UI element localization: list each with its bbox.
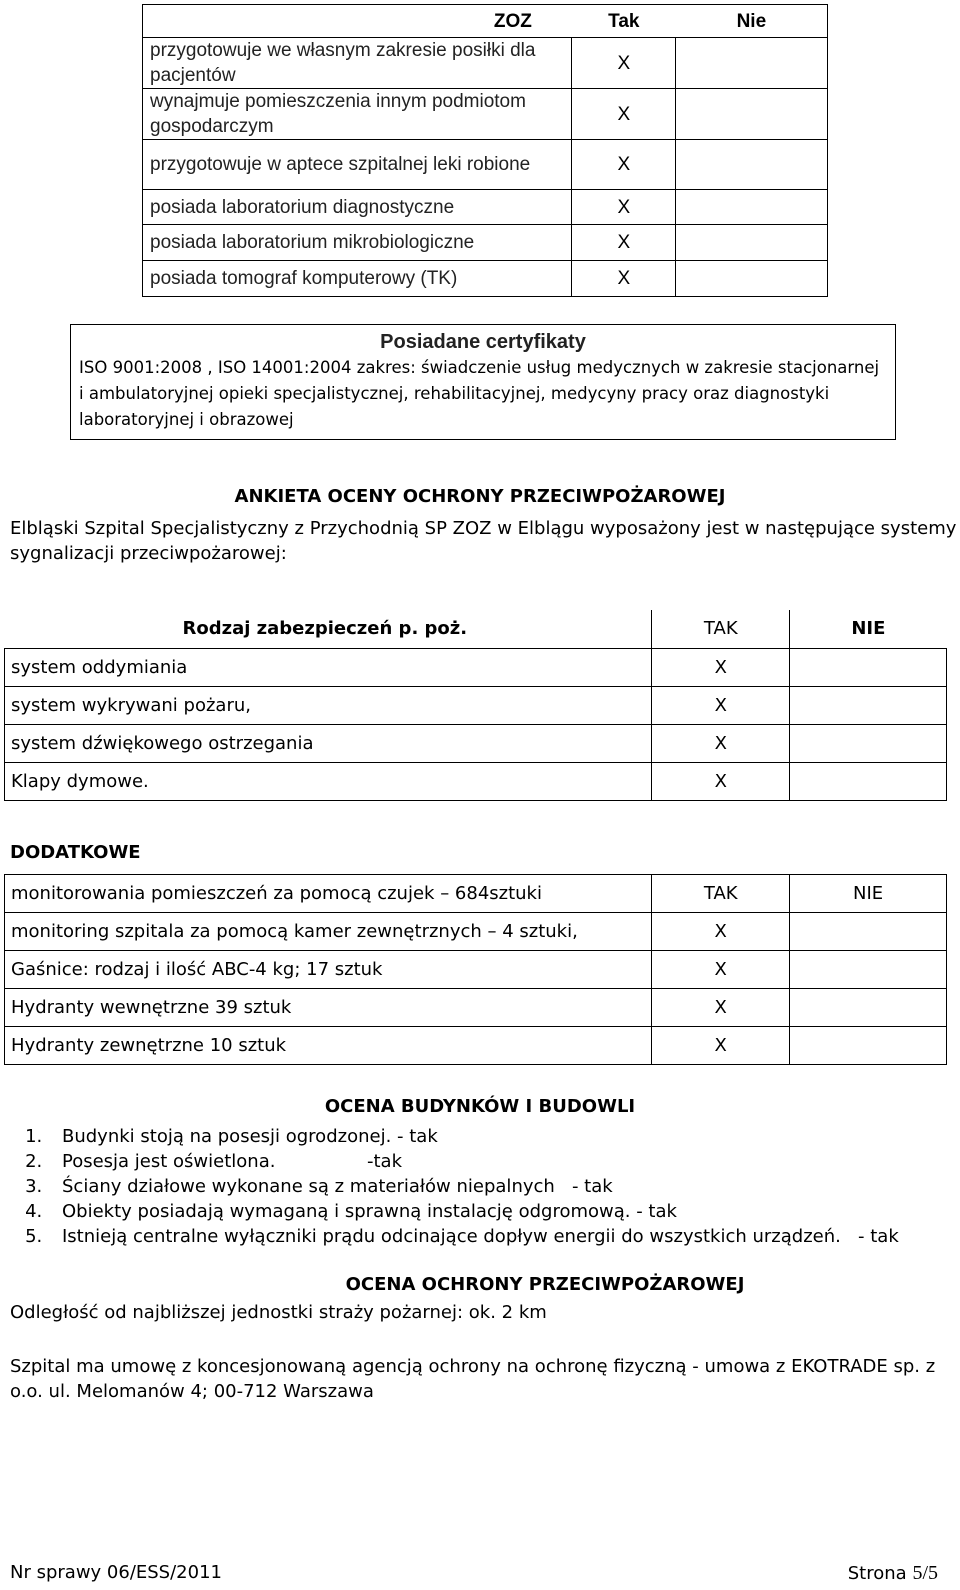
row-tak: X (572, 38, 676, 89)
services-table (142, 4, 828, 297)
row-nie (790, 686, 947, 724)
row-nie (676, 225, 828, 261)
row-nie (790, 951, 947, 989)
table-row (5, 875, 947, 913)
security-contract-text: Szpital ma umowę z koncesjonowaną agencją ochrony na ochronę fizyczną - umowa z EKOTRADE sp. z o.o. ul. Melomanów 4; 00-712 Warszawa (10, 1356, 936, 1402)
row-label: posiada laboratorium diagnostyczne (143, 190, 572, 225)
list-item: 1. Budynki stoją na posesji ogrodzonej. - tak (48, 1124, 960, 1149)
table-row (5, 913, 947, 951)
row-label: Klapy dymowe. (5, 762, 652, 800)
row-tak: X (572, 89, 676, 140)
row-label: monitoring szpitala za pomocą kamer zewnętrznych – 4 sztuki, (5, 913, 652, 951)
row-label: system wykrywani pożaru, (5, 686, 652, 724)
row-tak: X (572, 225, 676, 261)
row-nie (790, 1027, 947, 1065)
table-row (5, 1027, 947, 1065)
row-nie (790, 762, 947, 800)
list-item: 3. Ściany działowe wykonane są z materiałów niepalnych - tak (48, 1174, 960, 1199)
row-tak: X (652, 648, 790, 686)
page-number (848, 1562, 938, 1585)
certificates-box (70, 324, 896, 440)
row-tak: X (652, 762, 790, 800)
row-tak: X (652, 913, 790, 951)
case-number: Nr sprawy 06/ESS/2011 (10, 1562, 222, 1583)
fire-systems-header-type: Rodzaj zabezpieczeń p. poż. (5, 610, 652, 648)
buildings-list (0, 1124, 960, 1249)
row-label: monitorowania pomieszczeń za pomocą czujek – 684sztuki (5, 875, 652, 913)
row-label: wynajmuje pomieszczenia innym podmiotom gospodarczym (143, 89, 572, 140)
table-row (143, 89, 828, 140)
table-row (5, 686, 947, 724)
row-label: system dźwiękowego ostrzegania (5, 724, 652, 762)
row-label: Gaśnice: rodzaj i ilość ABC-4 kg; 17 sztuk (5, 951, 652, 989)
row-nie (676, 261, 828, 297)
fire-systems-header-tak: TAK (652, 610, 790, 648)
fire-protection-title: OCENA OCHRONY PRZECIWPOŻAROWEJ (345, 1274, 745, 1295)
list-item: 5. Istnieją centralne wyłączniki prądu odcinające dopływ energii do wszystkich urządzeń. - tak (48, 1224, 960, 1249)
table-row (143, 140, 828, 190)
row-nie (790, 724, 947, 762)
page-label: Strona (847, 1563, 907, 1584)
row-label: przygotowuje w aptece szpitalnej leki robione (143, 140, 572, 190)
list-item: 2. Posesja jest oświetlona. -tak (48, 1149, 960, 1174)
fire-systems-header-row (5, 610, 947, 648)
table-row (5, 951, 947, 989)
row-nie (676, 140, 828, 190)
row-tak: TAK (652, 875, 790, 913)
additional-title: DODATKOWE (10, 842, 141, 863)
table-row (5, 724, 947, 762)
row-label: Hydranty wewnętrzne 39 sztuk (5, 989, 652, 1027)
services-header-nie: Nie (676, 5, 828, 38)
row-label: system oddymiania (5, 648, 652, 686)
row-nie (676, 190, 828, 225)
row-tak: X (652, 724, 790, 762)
services-header-zoz: ZOZ (143, 5, 572, 38)
row-tak: X (572, 261, 676, 297)
fire-survey-intro: Elbląski Szpital Specjalistyczny z Przychodnią SP ZOZ w Elblągu wyposażony jest w następujące systemy sygnalizacji przeciwpożarowej: (10, 518, 957, 564)
row-nie (790, 913, 947, 951)
fire-systems-header-nie: NIE (790, 610, 947, 648)
fire-systems-table (4, 610, 947, 801)
row-nie (676, 89, 828, 140)
row-nie: NIE (790, 875, 947, 913)
row-tak: X (652, 989, 790, 1027)
page-value: 5/5 (912, 1562, 938, 1584)
row-nie (790, 648, 947, 686)
buildings-title: OCENA BUDYNKÓW I BUDOWLI (324, 1096, 636, 1117)
table-row (5, 989, 947, 1027)
services-header-row (143, 5, 828, 38)
row-tak: X (652, 951, 790, 989)
services-header-tak: Tak (572, 5, 676, 38)
table-row (143, 38, 828, 89)
table-row (5, 648, 947, 686)
row-label: przygotowuje we własnym zakresie posiłki dla pacjentów (143, 38, 572, 89)
row-tak: X (572, 190, 676, 225)
fire-survey-title: ANKIETA OCENY OCHRONY PRZECIWPOŻAROWEJ (234, 486, 726, 507)
row-nie (790, 989, 947, 1027)
table-row (143, 190, 828, 225)
row-label: posiada laboratorium mikrobiologiczne (143, 225, 572, 261)
row-label: posiada tomograf komputerowy (TK) (143, 261, 572, 297)
table-row (143, 261, 828, 297)
row-label: Hydranty zewnętrzne 10 sztuk (5, 1027, 652, 1065)
row-nie (676, 38, 828, 89)
certificates-title: Posiadane certyfikaty (380, 331, 586, 353)
certificates-text: ISO 9001:2008 , ISO 14001:2004 zakres: świadczenie usług medycznych w zakresie stacjonarnej i ambulatoryjnej opieki specjalistycznej, rehabilitacyjnej, medycyny pracy oraz diagnostyki laboratoryjnej i obrazowej (79, 358, 880, 429)
additional-table (4, 874, 947, 1065)
row-tak: X (572, 140, 676, 190)
row-tak: X (652, 1027, 790, 1065)
list-item: 4. Obiekty posiadają wymaganą i sprawną instalację odgromową. - tak (48, 1199, 960, 1224)
table-row (143, 225, 828, 261)
row-tak: X (652, 686, 790, 724)
fire-station-distance: Odległość od najbliższej jednostki straży pożarnej: ok. 2 km (10, 1302, 547, 1323)
table-row (5, 762, 947, 800)
